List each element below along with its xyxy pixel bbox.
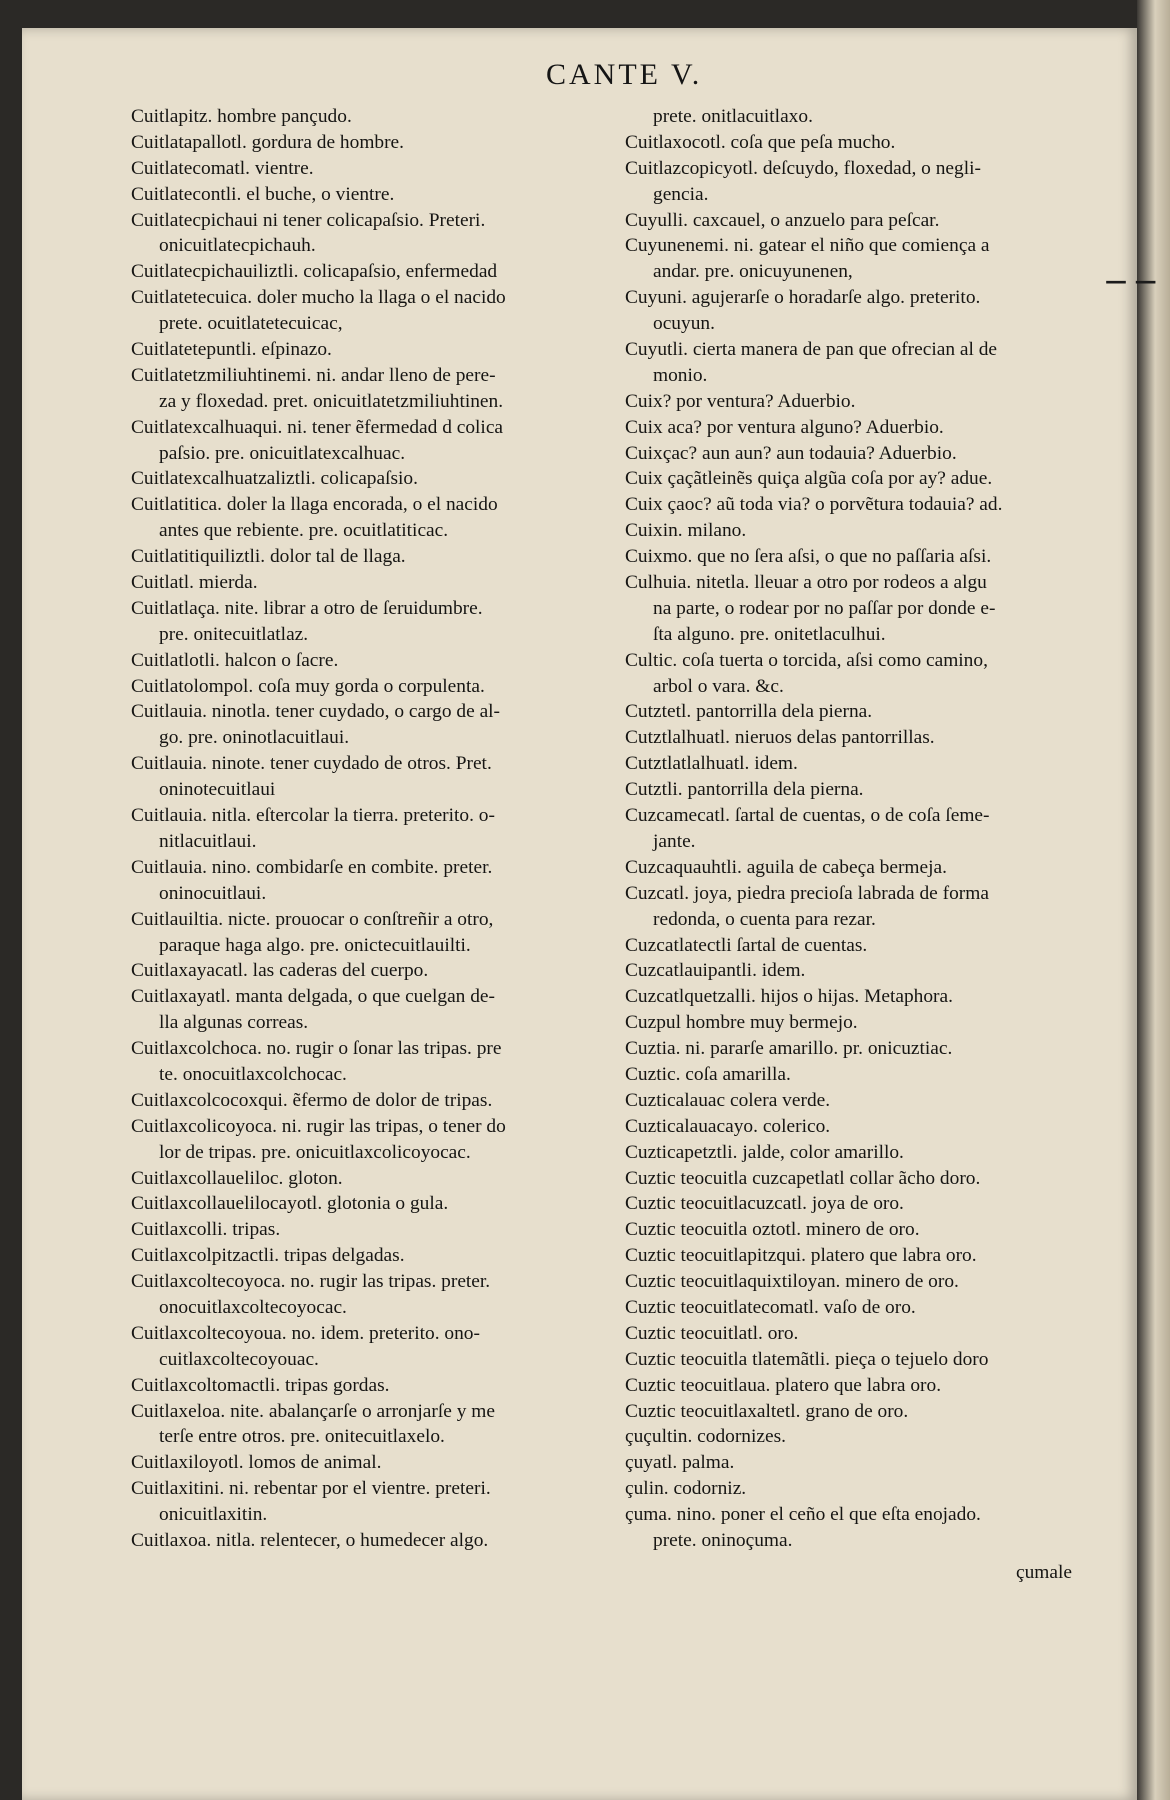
entry-line: Cuitlaxoa. nitla. relentecer, o humedecer algo.: [131, 1529, 489, 1551]
entry-line: arbol o vara. &c.: [653, 675, 784, 697]
entry-line: Cuzcatlatectli ſartal de cuentas.: [625, 934, 868, 956]
entry-line: Cuyulli. caxcauel, o anzuelo para peſcar.: [625, 209, 940, 231]
entry-line: Cuzpul hombre muy bermejo.: [625, 1012, 858, 1034]
entry-line: Cuztic teocuitlatl. oro.: [625, 1322, 799, 1344]
entry-line: Cuitlatetecuica. doler mucho la llaga o el nacido: [131, 287, 506, 309]
entry-line: ſta alguno. pre. onitetlaculhui.: [653, 623, 886, 645]
entry-line: çuçultin. codornizes.: [625, 1426, 786, 1448]
entry-line: Cuyuni. agujerarſe o horadarſe algo. preterito.: [625, 287, 981, 309]
entry-line: cuitlaxcoltecoyouac.: [159, 1348, 319, 1370]
entry-line: paſsio. pre. onicuitlatexcalhuac.: [159, 442, 406, 464]
entry-line: Cuzcatlquetzalli. hijos o hijas. Metaphora.: [625, 986, 953, 1008]
entry-line: Cuztic teocuitlatecomatl. vaſo de oro.: [625, 1296, 916, 1318]
entry-line: Cuztic teocuitla tlatemãtli. pieça o tejuelo doro: [625, 1348, 989, 1370]
entry-line: lor de tripas. pre. onicuitlaxcolicoyocac.: [159, 1141, 471, 1163]
entry-line: Cuitlatitica. doler la llaga encorada, o el nacido: [131, 494, 498, 516]
entry-line: oninotecuitlaui: [159, 779, 276, 801]
entry-line: Cuitlaxcolpitzactli. tripas delgadas.: [131, 1245, 405, 1267]
entry-line: Cuztic teocuitlaxaltetl. grano de oro.: [625, 1400, 909, 1422]
entry-line: Cuitlaxcolchoca. no. rugir o ſonar las tripas. pre: [131, 1038, 502, 1060]
right-column: [625, 104, 1095, 1554]
entry-line: Cuitlatlotli. halcon o ſacre.: [131, 649, 339, 671]
entry-line: Cuztia. ni. pararſe amarillo. pr. onicuztiac.: [625, 1038, 953, 1060]
entry-line: Cuitlaxcollauelilocayotl. glotonia o gula.: [131, 1193, 449, 1215]
entry-line: Cuitlatlaça. nite. librar a otro de ſeruidumbre.: [131, 597, 483, 619]
entry-line: Cuitlauia. ninote. tener cuydado de otros. Pret.: [131, 753, 492, 775]
entry-line: za y floxedad. pret. onicuitlatetzmiliuhtinen.: [159, 390, 504, 412]
entry-line: Cuitlaxayacatl. las caderas del cuerpo.: [131, 960, 429, 982]
entry-line: Cuitlauia. nitla. eſtercolar la tierra. preterito. o-: [131, 805, 495, 827]
entry-line: gencia.: [653, 183, 709, 205]
entry-line: ocuyun.: [653, 313, 715, 335]
entry-line: Cuitlatecontli. el buche, o vientre.: [131, 183, 395, 205]
entry-line: Cuixçac? aun aun? aun todauia? Aduerbio.: [625, 442, 957, 464]
entry-line: Cutztlatlalhuatl. idem.: [625, 753, 798, 775]
entry-line: Cuix çaoc? aũ toda via? o porvẽtura todauia? ad.: [625, 494, 1003, 516]
entry-line: çulin. codorniz.: [625, 1478, 747, 1500]
entry-line: go. pre. oninotlacuitlaui.: [159, 727, 350, 749]
entry-line: onocuitlaxcoltecoyocac.: [159, 1296, 347, 1318]
entry-line: Cuzcamecatl. ſartal de cuentas, o de coſa ſeme-: [625, 805, 990, 827]
entry-line: Cuitlaxcolicoyoca. ni. rugir las tripas, o tener do: [131, 1115, 506, 1137]
entry-line: Cuix aca? por ventura alguno? Aduerbio.: [625, 416, 944, 438]
entry-line: Cuztic. coſa amarilla.: [625, 1063, 791, 1085]
entry-line: Cuztic teocuitlaua. platero que labra oro.: [625, 1374, 942, 1396]
entry-line: onicuitlatecpichauh.: [159, 235, 316, 257]
entry-line: Cuitlaxitini. ni. rebentar por el vientre. preteri.: [131, 1478, 491, 1500]
entry-line: na parte, o rodear por no paſſar por donde e-: [653, 597, 996, 619]
entry-line: Cuitlatetzmiliuhtinemi. ni. andar lleno de pere-: [131, 364, 496, 386]
entry-line: Cuitlaxcoltecoyoca. no. rugir las tripas. preter.: [131, 1271, 491, 1293]
entry-line: Cuitlatexcalhuatzaliztli. colicapaſsio.: [131, 468, 418, 490]
entry-line: pre. onitecuitlatlaz.: [159, 623, 309, 645]
entry-line: lla algunas correas.: [159, 1012, 309, 1034]
entry-line: Cuitlaxcolcocoxqui. ẽfermo de dolor de tripas.: [131, 1089, 493, 1111]
entry-line: Cuzcatl. joya, piedra precioſa labrada de forma: [625, 882, 989, 904]
margin-mark: — —: [1105, 268, 1157, 294]
entry-line: Culhuia. nitetla. lleuar a otro por rodeos a algu: [625, 572, 987, 594]
entry-line: oninocuitlaui.: [159, 882, 267, 904]
entry-line: Cuitlatolompol. coſa muy gorda o corpulenta.: [131, 675, 485, 697]
entry-line: çuma. nino. poner el ceño el que eſta enojado.: [625, 1504, 981, 1526]
entry-line: Cuzticalauac colera verde.: [625, 1089, 831, 1111]
entry-line: Cuitlaxiloyotl. lomos de animal.: [131, 1452, 382, 1474]
entry-line: Cuixmo. que no ſera aſsi, o que no paſſaria aſsi.: [625, 546, 992, 568]
entry-line: Cuix? por ventura? Aduerbio.: [625, 390, 856, 412]
entry-line: antes que rebiente. pre. ocuitlatiticac.: [159, 520, 449, 542]
entry-line: Cuzcatlauipantli. idem.: [625, 960, 806, 982]
entry-line: Cuitlauiltia. nicte. prouocar o conſtreñir a otro,: [131, 908, 494, 930]
entry-line: paraque haga algo. pre. onictecuitlauilti.: [159, 934, 471, 956]
running-header: CANTE V.: [546, 58, 703, 91]
entry-line: Cuixin. milano.: [625, 520, 747, 542]
entry-line: prete. onitlacuitlaxo.: [653, 106, 813, 127]
entry-line: Cuztic teocuitlacuzcatl. joya de oro.: [625, 1193, 904, 1215]
entry-line: te. onocuitlaxcolchocac.: [159, 1063, 347, 1085]
entry-line: Cuitlauia. ninotla. tener cuydado, o cargo de al-: [131, 701, 501, 723]
entry-line: Cuitlauia. nino. combidarſe en combite. preter.: [131, 856, 493, 878]
entry-line: Cutztetl. pantorrilla dela pierna.: [625, 701, 873, 723]
entry-line: Cuitlatitiquiliztli. dolor tal de llaga.: [131, 546, 406, 568]
entry-line: Cuitlaxeloa. nite. abalançarſe o arronjarſe y me: [131, 1400, 495, 1422]
entry-line: Cuyutli. cierta manera de pan que ofrecian al de: [625, 339, 998, 361]
entry-line: Cuzticapetztli. jalde, color amarillo.: [625, 1141, 904, 1163]
entry-line: nitlacuitlaui.: [159, 830, 257, 852]
entry-line: Cuitlaxcollauelilоc. gloton.: [131, 1167, 343, 1189]
entry-line: Cuztic teocuitlapitzqui. platero que labra oro.: [625, 1245, 977, 1267]
entry-line: jante.: [653, 830, 696, 852]
entry-line: prete. ocuitlatetecuicac,: [159, 313, 343, 335]
entry-line: çuyatl. palma.: [625, 1452, 735, 1474]
catchword: çumale: [1016, 1562, 1072, 1583]
entry-line: Cuztic teocuitla oztotl. minero de oro.: [625, 1219, 920, 1241]
entry-line: Cuztic teocuitla cuzcapetlatl collar ãcho doro.: [625, 1167, 981, 1189]
entry-line: onicuitlaxitin.: [159, 1504, 268, 1526]
entry-line: Cuyunenemi. ni. gatear el niño que comiença a: [625, 235, 990, 257]
entry-line: prete. oninoçuma.: [653, 1529, 793, 1551]
entry-line: Cuzticalauacayo. colerico.: [625, 1115, 831, 1137]
entry-line: Cuitlatecpichaui ni tener colicapaſsio. Preteri.: [131, 209, 486, 231]
entry-line: monio.: [653, 364, 708, 386]
entry-line: Cuitlatetepuntli. eſpinazo.: [131, 339, 332, 361]
entry-line: redonda, o cuenta para rezar.: [653, 908, 876, 930]
entry-line: Cuzcaquauhtli. aguila de cabeça bermeja.: [625, 856, 947, 878]
entry-line: Cuitlaxocotl. coſa que peſa mucho.: [625, 131, 896, 153]
entry-line: Cuitlaxcolli. tripas.: [131, 1219, 281, 1241]
entry-line: Cuitlatecpichauiliztli. colicapaſsio, enfermedad: [131, 261, 498, 283]
entry-line: andar. pre. onicuyunenen,: [653, 261, 853, 283]
entry-line: terſe entre otros. pre. onitecuitlaxelo.: [159, 1426, 445, 1448]
entry-line: Cuitlaxcoltomactli. tripas gordas.: [131, 1374, 390, 1396]
entry-line: Cutztli. pantorrilla dela pierna.: [625, 779, 864, 801]
entry-line: Cultic. coſa tuerta o torcida, aſsi como camino,: [625, 649, 988, 671]
entry-line: Cuitlaxayatl. manta delgada, o que cuelgan de-: [131, 986, 495, 1008]
entry-line: Cuitlatecomatl. vientre.: [131, 157, 314, 179]
entry-line: Cuix çaçãtleinẽs quiça algũa coſa por ay? adue.: [625, 468, 993, 490]
entry-line: Cuitlaxcoltecoyoua. no. idem. preterito. ono-: [131, 1322, 480, 1344]
entry-line: Cuitlatexcalhuaqui. ni. tener ẽfermedad d colica: [131, 416, 504, 438]
entry-line: Cuitlapitz. hombre pançudo.: [131, 106, 352, 127]
left-column: [131, 104, 606, 1554]
entry-line: Cuitlatapallotl. gordura de hombre.: [131, 131, 405, 153]
entry-line: Cuitlazcopicyotl. deſcuydo, floxedad, o negli-: [625, 157, 981, 179]
entry-line: Cuitlatl. mierda.: [131, 572, 258, 594]
entry-line: Cutztlalhuatl. nieruos delas pantorrillas.: [625, 727, 935, 749]
entry-line: Cuztic teocuitlaquixtiloyan. minero de oro.: [625, 1271, 959, 1293]
